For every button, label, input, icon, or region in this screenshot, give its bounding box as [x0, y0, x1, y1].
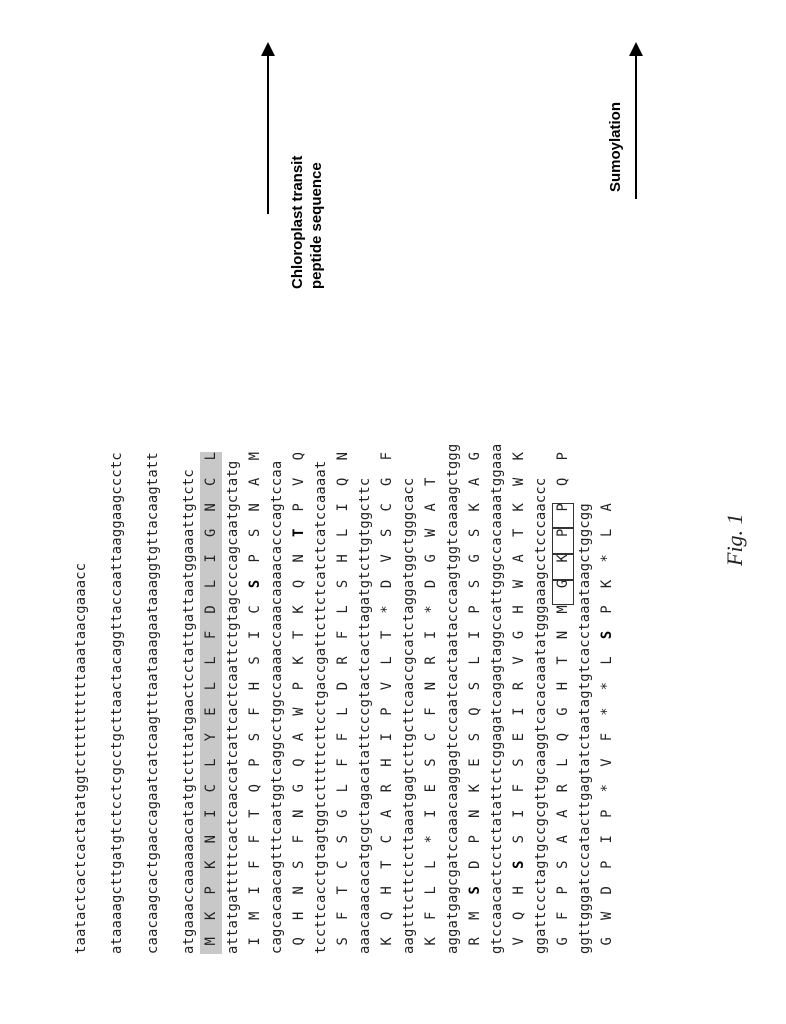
residue: C — [379, 502, 395, 529]
residue: F — [599, 732, 615, 759]
residue: G — [467, 451, 483, 478]
chloroplast-label-line1: Chloroplast transit — [289, 155, 306, 289]
residue: L — [200, 682, 222, 708]
residue: N — [291, 809, 307, 835]
residue: H — [555, 681, 571, 708]
residue: S — [599, 630, 615, 657]
nucleotide-row: attatgatttttcactcaaccatcattcactcaattctgtagccccagcaatgctatg — [225, 460, 241, 954]
residue: P — [552, 528, 574, 554]
residue: V — [599, 758, 615, 784]
residue: P — [200, 886, 222, 912]
residue: S — [335, 579, 351, 606]
residue: G — [511, 630, 527, 657]
figure-caption: Fig. 1 — [722, 513, 747, 566]
sequence-block — [70, 444, 618, 954]
residue: E — [467, 758, 483, 784]
amino-acid-row — [508, 444, 530, 954]
residue: L — [423, 885, 439, 912]
residue: A — [599, 502, 615, 529]
residue: A — [555, 834, 571, 861]
sumoylation-label: Sumoylation — [607, 101, 624, 192]
residue: I — [247, 885, 263, 912]
amino-acid-row — [420, 444, 442, 954]
residue: K — [467, 783, 483, 810]
residue: T — [379, 630, 395, 657]
residue: * — [599, 783, 615, 810]
residue: S — [335, 936, 351, 954]
residue: C — [200, 784, 222, 810]
nucleotide-row: aagtttcttctcttaaatgagtcttgcttcaaccgcatctaggatggctgggcacc — [401, 477, 417, 954]
amino-acid-row — [596, 444, 618, 954]
residue: G — [555, 707, 571, 733]
residue: S — [467, 528, 483, 555]
residue: S — [247, 528, 263, 555]
residue: P — [291, 681, 307, 708]
residue: N — [291, 554, 307, 580]
residue: H — [247, 681, 263, 708]
residue: I — [247, 936, 263, 954]
residue: T — [423, 477, 439, 503]
nucleotide-row: ataaaagcttgatgtctcctcgcctgcttaactacaggttaccaattaaggaagccctc — [109, 452, 125, 954]
residue: W — [423, 528, 439, 555]
residue: N — [335, 451, 351, 478]
residue: Q — [247, 783, 263, 810]
residue: H — [379, 758, 395, 784]
residue: K — [599, 579, 615, 606]
residue: L — [599, 656, 615, 682]
residue: S — [511, 834, 527, 861]
residue: * — [599, 707, 615, 733]
residue: T — [247, 809, 263, 835]
residue: M — [555, 605, 571, 631]
amino-acid-row — [552, 444, 574, 954]
residue: L — [555, 758, 571, 784]
residue: D — [379, 579, 395, 606]
residue: S — [247, 579, 263, 606]
residue: H — [335, 554, 351, 580]
residue: H — [511, 885, 527, 912]
residue: F — [423, 707, 439, 733]
residue: C — [247, 605, 263, 631]
residue: F — [247, 834, 263, 861]
residue: C — [200, 477, 222, 503]
residue: G — [467, 554, 483, 580]
residue: N — [555, 630, 571, 657]
amino-acid-row — [200, 444, 222, 954]
residue: F — [379, 451, 395, 478]
chloroplast-label — [288, 156, 326, 289]
residue: E — [200, 707, 222, 733]
residue: F — [200, 631, 222, 657]
residue: I — [467, 630, 483, 657]
chloroplast-label-line2: peptide sequence — [308, 162, 325, 289]
residue: V — [511, 936, 527, 954]
residue: V — [291, 477, 307, 503]
residue: Q — [291, 579, 307, 606]
residue: Q — [291, 451, 307, 478]
chloroplast-arrow-head — [261, 42, 275, 56]
residue: A — [467, 477, 483, 503]
residue: G — [555, 936, 571, 954]
residue: Q — [335, 477, 351, 503]
residue: * — [423, 605, 439, 631]
residue: L — [335, 783, 351, 810]
residue: I — [379, 732, 395, 759]
residue: * — [423, 834, 439, 861]
residue: Q — [379, 911, 395, 937]
residue: I — [247, 630, 263, 657]
amino-acid-row — [464, 444, 486, 954]
residue: A — [247, 477, 263, 503]
residue: Q — [555, 477, 571, 503]
residue: H — [291, 911, 307, 937]
sumoylation-arrow-head — [629, 42, 643, 56]
residue: N — [200, 503, 222, 529]
residue: D — [467, 860, 483, 886]
residue: G — [291, 783, 307, 810]
residue: S — [511, 860, 527, 886]
residue: F — [335, 732, 351, 759]
residue: T — [291, 528, 307, 555]
residue: E — [423, 783, 439, 810]
residue: P — [555, 885, 571, 912]
residue: L — [335, 707, 351, 733]
residue: P — [599, 809, 615, 835]
residue: H — [511, 605, 527, 631]
nucleotide-row: taatactcactcactatatggtcttttttttttaaataacgaaacc — [73, 562, 89, 954]
residue: P — [552, 503, 574, 529]
nucleotide-row: tccttcacctgtagtggtctttttcttcctgaccgattcttctcatctcatccaaaat — [313, 460, 329, 954]
residue: K — [467, 502, 483, 529]
residue: C — [335, 860, 351, 886]
residue: F — [335, 758, 351, 784]
residue: K — [291, 605, 307, 631]
residue: A — [423, 502, 439, 529]
residue: D — [423, 579, 439, 606]
residue: I — [423, 809, 439, 835]
residue: G — [423, 554, 439, 580]
residue: N — [200, 835, 222, 861]
residue: S — [247, 732, 263, 759]
residue: Q — [511, 911, 527, 937]
residue: D — [200, 605, 222, 631]
residue: I — [511, 707, 527, 733]
residue: G — [379, 477, 395, 503]
residue: K — [511, 502, 527, 529]
residue: W — [511, 477, 527, 503]
residue: K — [511, 451, 527, 478]
residue: Q — [291, 936, 307, 954]
residue: P — [555, 451, 571, 478]
residue: W — [511, 579, 527, 606]
residue: W — [291, 707, 307, 733]
amino-acid-row — [288, 444, 310, 954]
nucleotide-row: aaacaaacacatgcgctagacatattcccgtactcacttagatgtcttgtggcttc — [357, 477, 373, 954]
residue: R — [467, 936, 483, 954]
residue: K — [423, 936, 439, 954]
residue: K — [200, 911, 222, 937]
residue: G — [335, 809, 351, 835]
residue: A — [511, 554, 527, 580]
residue: P — [467, 834, 483, 861]
residue: L — [335, 528, 351, 555]
amino-acid-row — [332, 444, 354, 954]
residue: N — [423, 681, 439, 708]
residue: R — [555, 783, 571, 810]
nucleotide-row: ggttgggatcccatacttgagtatctaatagtgtcacctaaataagctggcgg — [577, 503, 593, 954]
residue: S — [467, 885, 483, 912]
residue: F — [291, 834, 307, 861]
residue: A — [291, 732, 307, 759]
residue: F — [335, 630, 351, 657]
residue: L — [599, 528, 615, 555]
residue: S — [467, 681, 483, 708]
residue: T — [335, 885, 351, 912]
residue: C — [379, 834, 395, 861]
residue: R — [511, 681, 527, 708]
residue: A — [555, 809, 571, 835]
residue: M — [467, 911, 483, 937]
nucleotide-row: cagcacaacagtttcaatggtcaggcctggccaaaaccaaacaaaacacccagtccaa — [269, 460, 285, 954]
residue: P — [291, 502, 307, 529]
residue: R — [379, 783, 395, 810]
residue: D — [335, 681, 351, 708]
chloroplast-arrow-line — [267, 54, 269, 214]
nucleotide-row: caacaagcactgaaccagaatcatcaagtttaataaagaataaaggtgttacaagtatt — [145, 452, 161, 954]
residue: F — [247, 707, 263, 733]
residue: S — [555, 860, 571, 886]
residue: S — [511, 758, 527, 784]
residue: T — [379, 860, 395, 886]
residue: S — [379, 528, 395, 555]
nucleotide-row: aggatgagcgatccaaacaaggagtcccaatcactaatacccaagtggtcaaaagctggg — [445, 443, 461, 954]
residue: N — [291, 885, 307, 912]
residue: V — [379, 554, 395, 580]
residue: M — [200, 937, 222, 954]
residue: T — [511, 528, 527, 555]
residue: F — [423, 911, 439, 937]
residue: I — [200, 809, 222, 835]
residue: M — [247, 451, 263, 478]
residue: * — [379, 605, 395, 631]
residue: I — [599, 834, 615, 861]
nucleotide-row: ggattccctagtgccgcgttgcaaggtcacacaaatatgggaaagcctcccaaccc — [533, 477, 549, 954]
residue: C — [423, 732, 439, 759]
residue: I — [423, 630, 439, 657]
residue: Q — [291, 758, 307, 784]
residue: M — [247, 911, 263, 937]
residue: K — [379, 936, 395, 954]
residue: Y — [200, 733, 222, 759]
residue: S — [467, 732, 483, 759]
residue: * — [599, 554, 615, 580]
residue: K — [291, 656, 307, 682]
residue: L — [200, 656, 222, 682]
residue: D — [599, 885, 615, 912]
residue: F — [555, 911, 571, 937]
residue: K — [200, 860, 222, 886]
nucleotide-row: atgaaaccaaaaaacatatgtctttatgaactcctattgattaatggaaattgtctc — [181, 469, 197, 954]
residue: V — [379, 681, 395, 708]
residue: S — [291, 860, 307, 886]
residue: I — [511, 809, 527, 835]
residue: G — [552, 580, 574, 606]
residue: S — [335, 834, 351, 861]
amino-acid-row — [376, 444, 398, 954]
residue: V — [511, 656, 527, 682]
nucleotide-row: gtccaacactcctctatattctcggagatcagagtaggccattgggccacaaaatggaaa — [489, 443, 505, 954]
residue: N — [467, 809, 483, 835]
residue: I — [335, 502, 351, 529]
residue: L — [200, 758, 222, 784]
residue: P — [599, 860, 615, 886]
residue: L — [423, 860, 439, 886]
residue: R — [423, 656, 439, 682]
residue: S — [467, 579, 483, 606]
residue: A — [379, 809, 395, 835]
residue: L — [379, 656, 395, 682]
amino-acid-row — [244, 444, 266, 954]
residue: Q — [467, 707, 483, 733]
residue: F — [247, 860, 263, 886]
sumoylation-arrow-line — [635, 54, 637, 199]
residue: E — [511, 732, 527, 759]
residue: F — [335, 911, 351, 937]
residue: W — [599, 911, 615, 937]
residue: K — [552, 554, 574, 580]
residue: L — [200, 452, 222, 478]
residue: L — [335, 605, 351, 631]
residue: P — [379, 707, 395, 733]
residue: * — [599, 681, 615, 708]
residue: I — [200, 554, 222, 580]
residue: P — [247, 758, 263, 784]
residue: P — [599, 605, 615, 631]
residue: P — [467, 605, 483, 631]
residue: H — [379, 885, 395, 912]
residue: Q — [555, 732, 571, 759]
residue: L — [200, 580, 222, 606]
residue: S — [423, 758, 439, 784]
residue: T — [555, 656, 571, 682]
residue: F — [511, 783, 527, 810]
residue: L — [467, 656, 483, 682]
residue: G — [200, 528, 222, 554]
residue: S — [247, 656, 263, 682]
residue: P — [247, 554, 263, 580]
residue: N — [247, 502, 263, 529]
residue: T — [291, 630, 307, 657]
residue: G — [599, 936, 615, 954]
residue: R — [335, 656, 351, 682]
